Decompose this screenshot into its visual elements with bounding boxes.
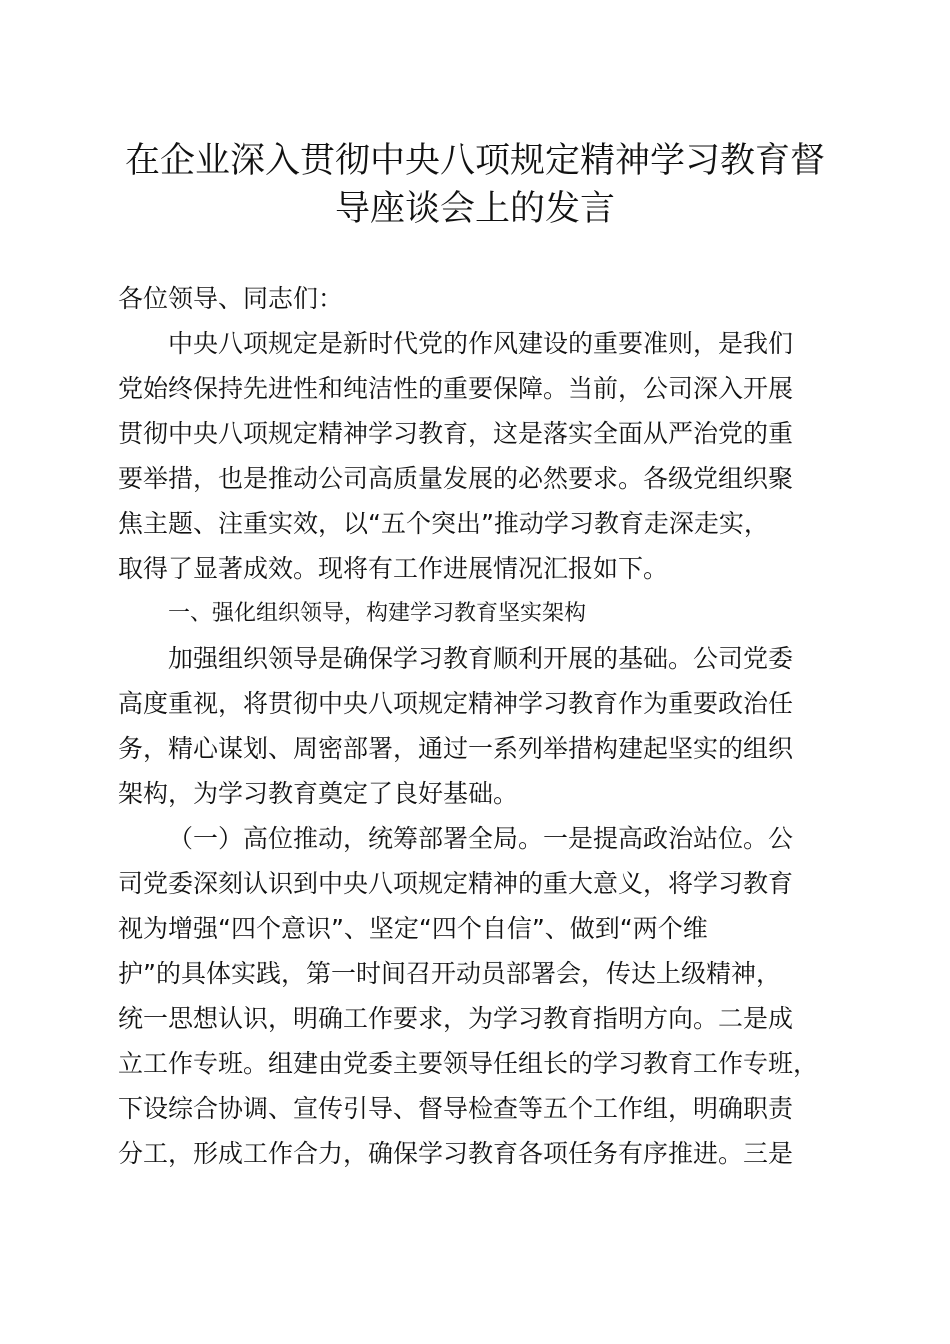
text-line: 司党委深刻认识到中央八项规定精神的重大意义，将学习教育: [118, 869, 794, 898]
text-line: 加强组织领导是确保学习教育顺利开展的基础。公司党委: [168, 644, 794, 673]
text-line: 架构，为学习教育奠定了良好基础。: [118, 779, 519, 808]
title-line: 导座谈会上的发言: [334, 189, 615, 229]
text-line: 下设综合协调、宣传引导、督导检查等五个工作组，明确职责: [118, 1094, 794, 1123]
document-title: [100, 137, 850, 233]
section-heading: 一、强化组织领导，构建学习教育坚实架构: [168, 601, 587, 626]
text-line: 高度重视，将贯彻中央八项规定精神学习教育作为重要政治任: [118, 689, 794, 718]
text-line: 取得了显著成效。现将有工作进展情况汇报如下。: [118, 554, 669, 583]
text-line: 党始终保持先进性和纯洁性的重要保障。当前，公司深入开展: [118, 374, 794, 403]
text-line: 护”的具体实践，第一时间召开动员部署会，传达上级精神，: [118, 959, 781, 988]
paragraph-subsection-1: [118, 816, 824, 1176]
paragraph-intro: [118, 321, 824, 591]
text-line: 统一思想认识，明确工作要求，为学习教育指明方向。二是成: [118, 1004, 794, 1033]
text-line: 分工，形成工作合力，确保学习教育各项任务有序推进。三是: [118, 1139, 794, 1168]
text-line: （一）高位推动，统筹部署全局。一是提高政治站位。公: [168, 824, 794, 853]
title-line: 在企业深入贯彻中央八项规定精神学习教育督: [124, 141, 825, 181]
paragraph-section-1: [118, 636, 824, 816]
section-heading-1: [118, 591, 824, 636]
text-line: 立工作专班。组建由党委主要领导任组长的学习教育工作专班，: [118, 1049, 819, 1078]
text-line: 焦主题、注重实效，以“五个突出”推动学习教育走深走实，: [118, 509, 769, 538]
text-line: 视为增强“四个意识”、坚定“四个自信”、做到“两个维: [118, 914, 708, 943]
document-body: [118, 276, 824, 1176]
salutation: 各位领导、同志们：: [118, 284, 344, 313]
text-line: 贯彻中央八项规定精神学习教育，这是落实全面从严治党的重: [118, 419, 794, 448]
text-line: 要举措，也是推动公司高质量发展的必然要求。各级党组织聚: [118, 464, 794, 493]
text-line: 务，精心谋划、周密部署，通过一系列举措构建起坚实的组织: [118, 734, 794, 763]
text-line: 中央八项规定是新时代党的作风建设的重要准则，是我们: [168, 329, 794, 358]
